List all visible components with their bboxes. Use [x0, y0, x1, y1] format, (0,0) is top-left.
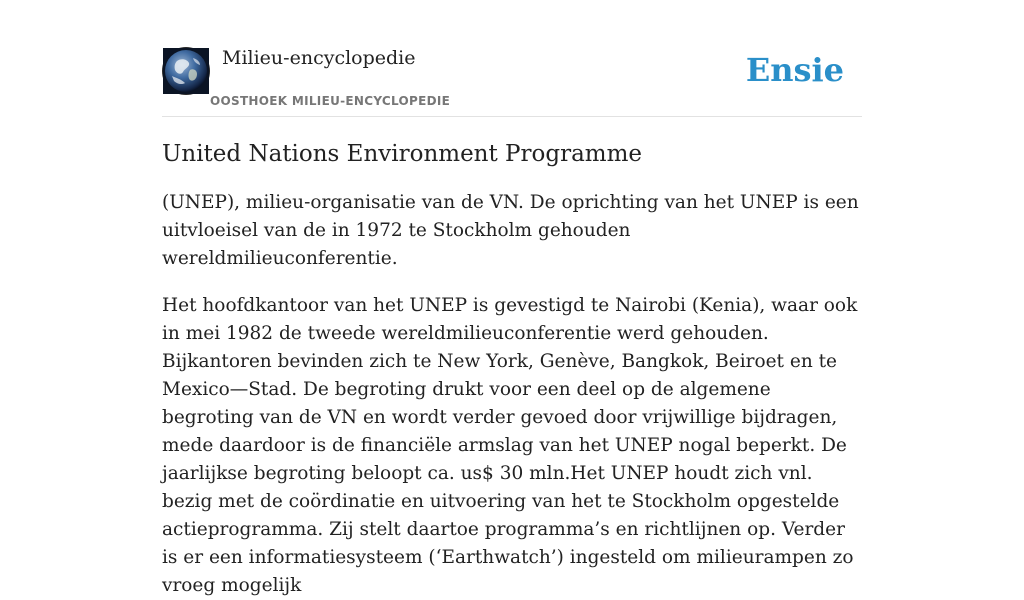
- site-subtitle: OOSTHOEK MILIEU-ENCYCLOPEDIE: [210, 94, 451, 108]
- site-name[interactable]: Milieu-encyclopedie: [222, 47, 416, 69]
- article-paragraph: Het hoofdkantoor van het UNEP is gevestigd te Nairobi (Kenia), waar ook in mei 1982 de tweede wereldmilieuconferentie werd gehouden. Bijkantoren bevinden zich te New York, Genève, Bangkok, Beiroet en te Mexico—Stad. De begroting drukt voor een deel op de algemene begroting van de VN en wordt verder gevoed door vrijwillige bijdragen, mede daardoor is de financiële armslag van het UNEP nogal beperkt. De jaarlijkse begroting beloopt ca. us$ 30 mln.Het UNEP houdt zich vnl. bezig met de coördinatie en uitvoering van het te Stockholm opgestelde actieprogramma. Zij stelt daartoe programma’s en richtlijnen op. Verder is er een informatiesysteem (‘Earthwatch’) ingesteld om milieurampen zo vroeg mogelijk: [162, 295, 858, 596]
- site-header: [162, 0, 862, 117]
- earth-globe-icon[interactable]: [162, 47, 210, 95]
- article: [162, 136, 862, 600]
- article-title: United Nations Environment Programme: [162, 141, 643, 167]
- brand-logo[interactable]: Ensie: [745, 51, 844, 89]
- article-paragraph: (UNEP), milieu-organisatie van de VN. De oprichting van het UNEP is een uitvloeisel van de in 1972 te Stockholm gehouden wereldmilieuconferentie.: [162, 192, 859, 269]
